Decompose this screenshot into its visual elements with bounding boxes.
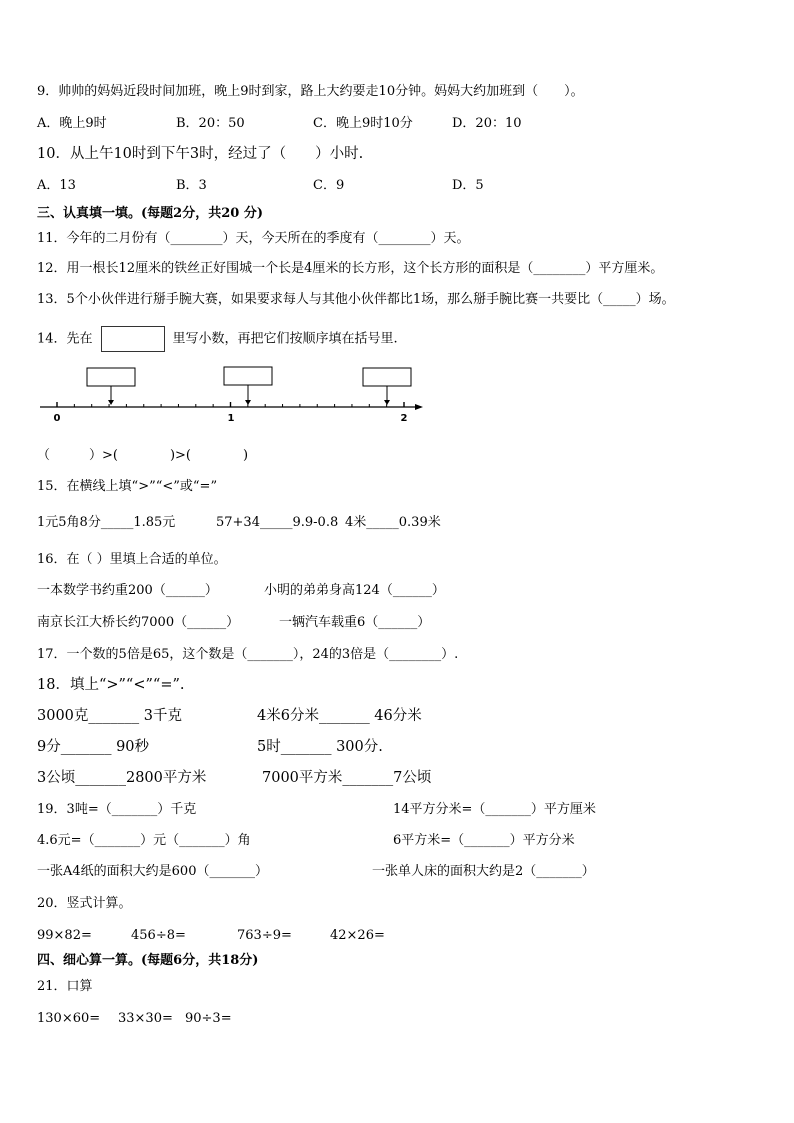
q14-text-after: 里写小数，再把它们按顺序填在括号里. bbox=[172, 331, 398, 347]
q10-option-a: A．13 bbox=[37, 178, 76, 193]
q20-item-4: 42×26= bbox=[330, 928, 385, 943]
q17-text: 17．一个数的5倍是65，这个数是（_______），24的3倍是（________）. bbox=[37, 647, 459, 662]
q15-title: 15．在横线上填“>”“<”或“=” bbox=[37, 479, 218, 494]
q18-item-6: 7000平方米_______7公顷 bbox=[262, 770, 432, 786]
q9-option-d: D．20：10 bbox=[452, 116, 522, 131]
q19-item-6: 一张单人床的面积大约是2（_______） bbox=[372, 864, 595, 879]
number-line-box-3[interactable] bbox=[363, 368, 411, 386]
q14-text-before: 14．先在 bbox=[37, 331, 93, 347]
q18-item-5: 3公顷_______2800平方米 bbox=[37, 770, 207, 786]
q10-option-c: C．9 bbox=[313, 178, 345, 193]
section-3-heading: 三、认真填一填。(每题2分，共20 分) bbox=[37, 206, 263, 221]
q18-item-1: 3000克_______ 3千克 bbox=[37, 708, 182, 724]
q11-text: 11．今年的二月份有（________）天，今天所在的季度有（________）天。 bbox=[37, 231, 470, 246]
q16-item-1: 一本数学书约重200（______） bbox=[37, 583, 218, 598]
q18-title: 18．填上“>”“<”“=”. bbox=[37, 677, 185, 693]
section-4-heading: 四、细心算一算。(每题6分，共18分) bbox=[37, 953, 259, 968]
q12-text: 12．用一根长12厘米的铁丝正好围城一个长是4厘米的长方形，这个长方形的面积是（________）平方厘米。 bbox=[37, 261, 664, 276]
q18-item-4: 5时_______ 300分. bbox=[257, 739, 383, 755]
q14-answer-line: （ ）>( )>( ) bbox=[37, 448, 249, 463]
number-line-arrowhead bbox=[415, 404, 423, 410]
q20-item-3: 763÷9= bbox=[237, 928, 292, 943]
q16-item-2: 小明的弟弟身高124（______） bbox=[264, 583, 445, 598]
decimal-input-box[interactable] bbox=[101, 326, 165, 352]
number-line-box-1[interactable] bbox=[87, 368, 135, 386]
q15-item-2: 57+34_____9.9-0.8 bbox=[216, 515, 339, 530]
number-line bbox=[35, 364, 435, 424]
q15-item-1: 1元5角8分_____1.85元 bbox=[37, 515, 176, 530]
tick-label-0: 0 bbox=[53, 413, 61, 424]
q20-item-2: 456÷8= bbox=[131, 928, 186, 943]
q10-option-d: D．5 bbox=[452, 178, 484, 193]
q20-title: 20．竖式计算。 bbox=[37, 896, 132, 911]
q10-option-b: B．3 bbox=[176, 178, 207, 193]
q20-item-1: 99×82= bbox=[37, 928, 92, 943]
number-line-box-2[interactable] bbox=[224, 367, 272, 385]
q19-item-1: 19．3吨=（_______）千克 bbox=[37, 802, 197, 817]
q19-item-5: 一张A4纸的面积大约是600（_______） bbox=[37, 864, 268, 879]
q13-text: 13．5个小伙伴进行掰手腕大赛，如果要求每人与其他小伙伴都比1场，那么掰手腕比赛一共要比（_____）场。 bbox=[37, 292, 675, 307]
q21-item-2: 33×30= bbox=[118, 1011, 173, 1026]
tick-label-1: 1 bbox=[227, 413, 235, 424]
tick-label-2: 2 bbox=[400, 413, 408, 424]
q9-option-a: A．晚上9时 bbox=[37, 116, 107, 131]
q19-item-4: 6平方米=（_______）平方分米 bbox=[393, 833, 575, 848]
q10-text: 10．从上午10时到下午3时，经过了（ ）小时. bbox=[37, 146, 364, 162]
q21-item-1: 130×60= bbox=[37, 1011, 101, 1026]
q16-item-3: 南京长江大桥长约7000（______） bbox=[37, 615, 240, 630]
q9-option-b: B．20：50 bbox=[176, 116, 245, 131]
q15-item-3: 4米_____0.39米 bbox=[345, 515, 441, 530]
q16-item-4: 一辆汽车载重6（______） bbox=[279, 615, 431, 630]
q19-item-3: 4.6元=（_______）元（_______）角 bbox=[37, 833, 251, 848]
q21-item-3: 90÷3= bbox=[185, 1011, 232, 1026]
q14-text bbox=[37, 326, 398, 352]
q19-item-2: 14平方分米=（_______）平方厘米 bbox=[393, 802, 596, 817]
q9-option-c: C．晚上9时10分 bbox=[313, 116, 413, 131]
number-line-ticks bbox=[57, 402, 404, 407]
q16-title: 16．在（ ）里填上合适的单位。 bbox=[37, 552, 227, 567]
q21-title: 21．口算 bbox=[37, 979, 93, 994]
q18-item-2: 4米6分米_______ 46分米 bbox=[257, 708, 422, 724]
q18-item-3: 9分_______ 90秒 bbox=[37, 739, 150, 755]
q9-text: 9．帅帅的妈妈近段时间加班，晚上9时到家，路上大约要走10分钟。妈妈大约加班到（ ）。 bbox=[37, 84, 584, 99]
